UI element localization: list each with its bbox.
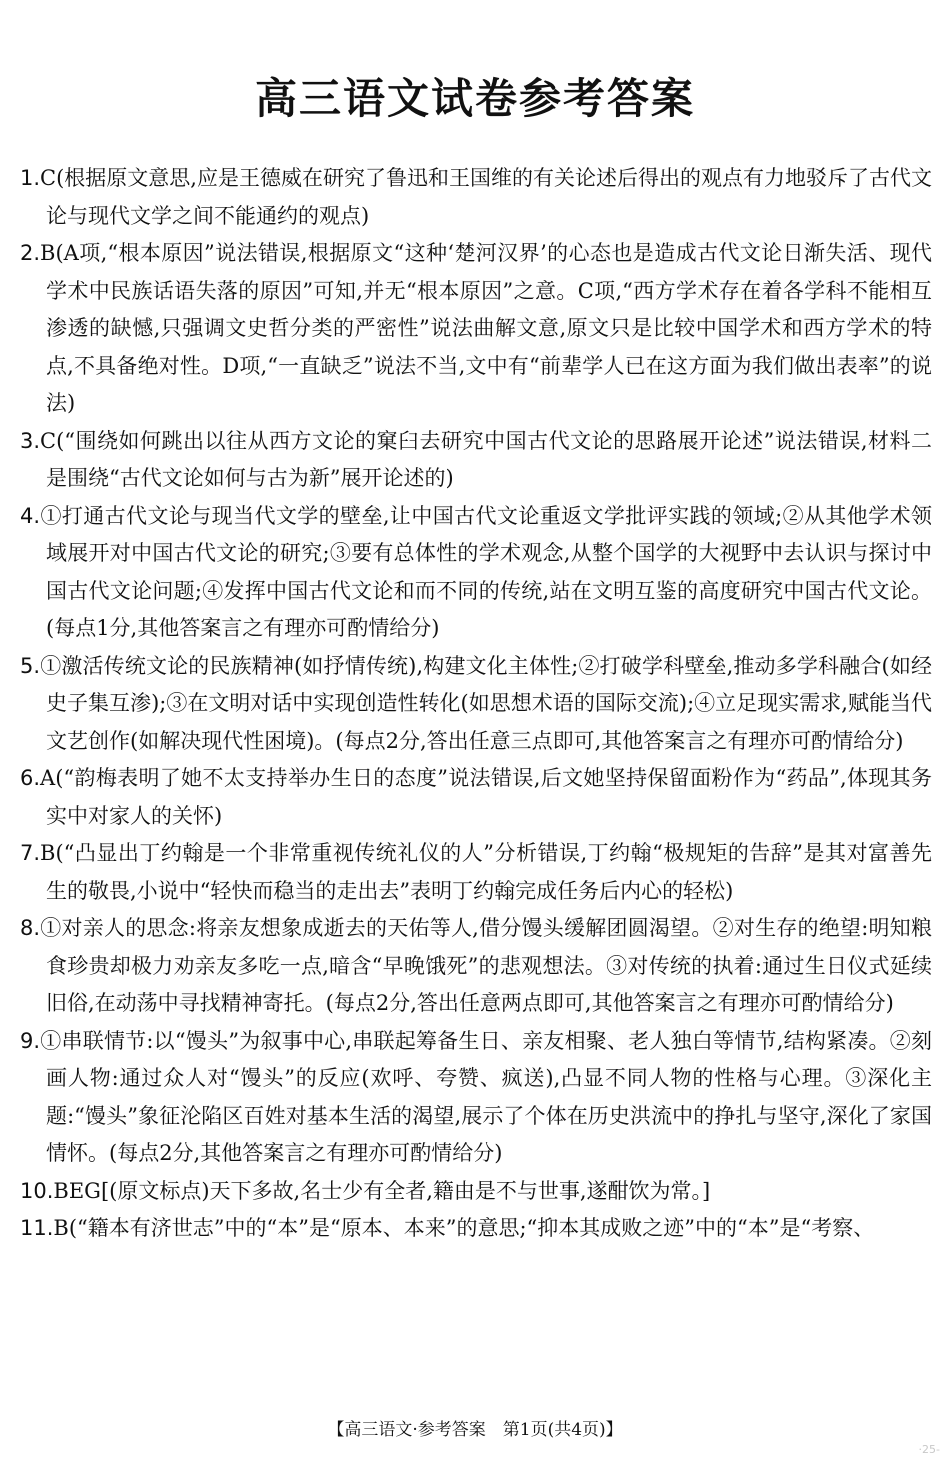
answer-item (20, 423, 932, 498)
answer-text: A(“韵梅表明了她不太支持举办生日的态度”说法错误,后文她坚持保留面粉作为“药品”,体现其务实中对家人的关怀) (40, 766, 932, 828)
answer-number: 5. (20, 653, 41, 678)
answer-item (20, 498, 932, 648)
answer-item (20, 1210, 932, 1248)
answer-item (20, 235, 932, 423)
answer-text: BEG[(原文标点)天下多故,名士少有全者,籍由是不与世事,遂酣饮为常。] (53, 1178, 711, 1203)
page-title: 高三语文试卷参考答案 (254, 74, 695, 123)
page-footer: 【高三语文·参考答案 第1页(共4页)】 (327, 1420, 623, 1440)
answer-text: C(根据原文意思,应是王德威在研究了鲁迅和王国维的有关论述后得出的观点有力地驳斥了古代文论与现代文学之间不能通约的观点) (40, 166, 932, 228)
answer-item (20, 910, 932, 1023)
answer-text: ①激活传统文论的民族精神(如抒情传统),构建文化主体性;②打破学科壁垒,推动多学科融合(如经史子集互渗);③在文明对话中实现创造性转化(如思想术语的国际交流);④立足现实需求,赋能当代文艺创作(如解决现代性困境)。(每点2分,答出任意三点即可,其他答案言之有理亦可酌情给分) (40, 653, 932, 753)
answer-item (20, 160, 932, 235)
answer-number: 9. (20, 1028, 41, 1053)
answer-text: B(“凸显出丁约翰是一个非常重视传统礼仪的人”分析错误,丁约翰“极规矩的告辞”是其对富善先生的敬畏,小说中“轻快而稳当的走出去”表明丁约翰完成任务后内心的轻松) (40, 841, 932, 903)
answer-number: 2. (20, 241, 41, 265)
answer-text: B(A项,“根本原因”说法错误,根据原文“这种‘楚河汉界’的心态也是造成古代文论日渐失活、现代学术中民族话语失落的原因”可知,并无“根本原因”之意。C项,“西方学术存在着各学科不能相互渗透的缺憾,只强调文史哲分类的严密性”说法曲解文意,原文只是比较中国学术和西方学术的特点,不具备绝对性。D项,“一直缺乏”说法不当,文中有“前辈学人已在这方面为我们做出表率”的说法) (40, 241, 932, 415)
answer-number: 7. (20, 841, 41, 865)
answer-number: 3. (20, 428, 41, 453)
answer-number: 8. (20, 916, 41, 940)
answer-item (20, 835, 932, 910)
answer-number: 11. (20, 1216, 54, 1240)
answer-item (20, 1023, 932, 1173)
answer-number: 10. (20, 1178, 54, 1203)
answer-text: ①打通古代文论与现当代文学的壁垒,让中国古代文论重返文学批评实践的领域;②从其他学术领域展开对中国古代文论的研究;③要有总体性的学术观念,从整个国学的大视野中去认识与探讨中国古代文论问题;④发挥中国古代文论和而不同的传统,站在文明互鉴的高度研究中国古代文论。(每点1分,其他答案言之有理亦可酌情给分) (40, 503, 932, 640)
answer-text: C(“围绕如何跳出以往从西方文论的窠臼去研究中国古代文论的思路展开论述”说法错误,材料二是围绕“古代文论如何与古为新”展开论述的) (40, 428, 932, 490)
answer-list (20, 160, 932, 1248)
answer-number: 4. (20, 503, 41, 528)
answer-text: ①串联情节:以“馒头”为叙事中心,串联起筹备生日、亲友相聚、老人独白等情节,结构紧凑。②刻画人物:通过众人对“馒头”的反应(欢呼、夸赞、疯送),凸显不同人物的性格与心理。③深化主题:“馒头”象征沦陷区百姓对基本生活的渴望,展示了个体在历史洪流中的挣扎与坚守,深化了家国情怀。(每点2分,其他答案言之有理亦可酌情给分) (40, 1028, 932, 1165)
watermark: ·25- (918, 1443, 940, 1456)
answer-item (20, 1173, 932, 1211)
answer-number: 1. (20, 166, 41, 190)
answer-text: B(“籍本有济世志”中的“本”是“原本、本来”的意思;“抑本其成败之迹”中的“本”是“考察、 (53, 1216, 875, 1240)
answer-number: 6. (20, 766, 41, 790)
answer-item (20, 648, 932, 761)
answer-item (20, 760, 932, 835)
answer-text: ①对亲人的思念:将亲友想象成逝去的天佑等人,借分馒头缓解团圆渴望。②对生存的绝望:明知粮食珍贵却极力劝亲友多吃一点,暗含“早晚饿死”的悲观想法。③对传统的执着:通过生日仪式延续旧俗,在动荡中寻找精神寄托。(每点2分,答出任意两点即可,其他答案言之有理亦可酌情给分) (40, 916, 932, 1015)
